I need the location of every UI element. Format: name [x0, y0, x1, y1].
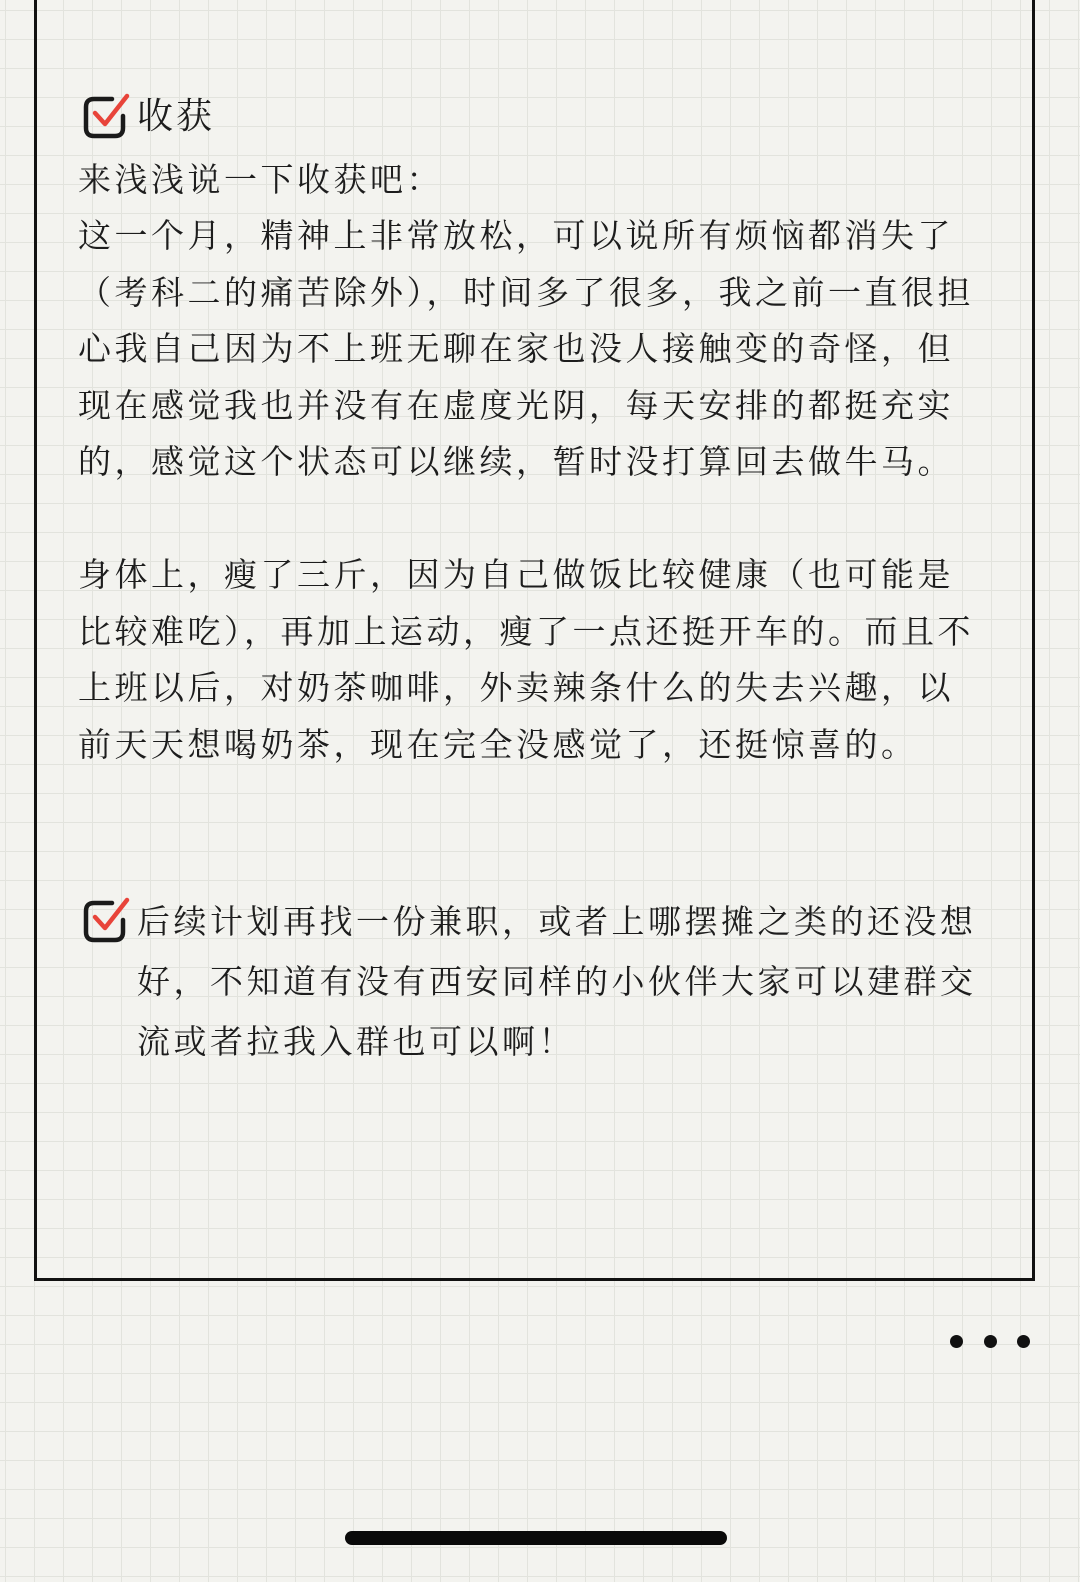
- more-options-button[interactable]: [950, 1330, 1030, 1352]
- checkbox-checked-icon: [82, 92, 132, 140]
- checkbox-checked-icon: [82, 896, 132, 944]
- plan-paragraph: 后续计划再找一份兼职，或者上哪摆摊之类的还没想好，不知道有没有西安同样的小伙伴大家可以建群交流或者拉我入群也可以啊！: [137, 902, 977, 1061]
- more-dots-icon: [950, 1335, 963, 1348]
- home-indicator-bar[interactable]: [345, 1531, 727, 1545]
- harvest-mental-paragraph: 这一个月，精神上非常放松，可以说所有烦恼都消失了（考科二的痛苦除外），时间多了很多，我之前一直很担心我自己因为不上班无聊在家也没人接触变的奇怪，但现在感觉我也并没有在虚度光阴，每天安排的都挺充实的，感觉这个状态可以继续，暂时没打算回去做牛马。: [78, 216, 974, 481]
- more-dots-icon: [984, 1335, 997, 1348]
- more-dots-icon: [1017, 1335, 1030, 1348]
- harvest-physical-paragraph: 身体上，瘦了三斤，因为自己做饭比较健康（也可能是比较难吃），再加上运动，瘦了一点还挺开车的。而且不上班以后，对奶茶咖啡，外卖辣条什么的失去兴趣，以前天天想喝奶茶，现在完全没感觉了，还挺惊喜的。: [78, 555, 974, 764]
- harvest-intro: 来浅浅说一下收获吧：: [78, 160, 443, 199]
- section-heading-harvest: 收获: [137, 96, 216, 137]
